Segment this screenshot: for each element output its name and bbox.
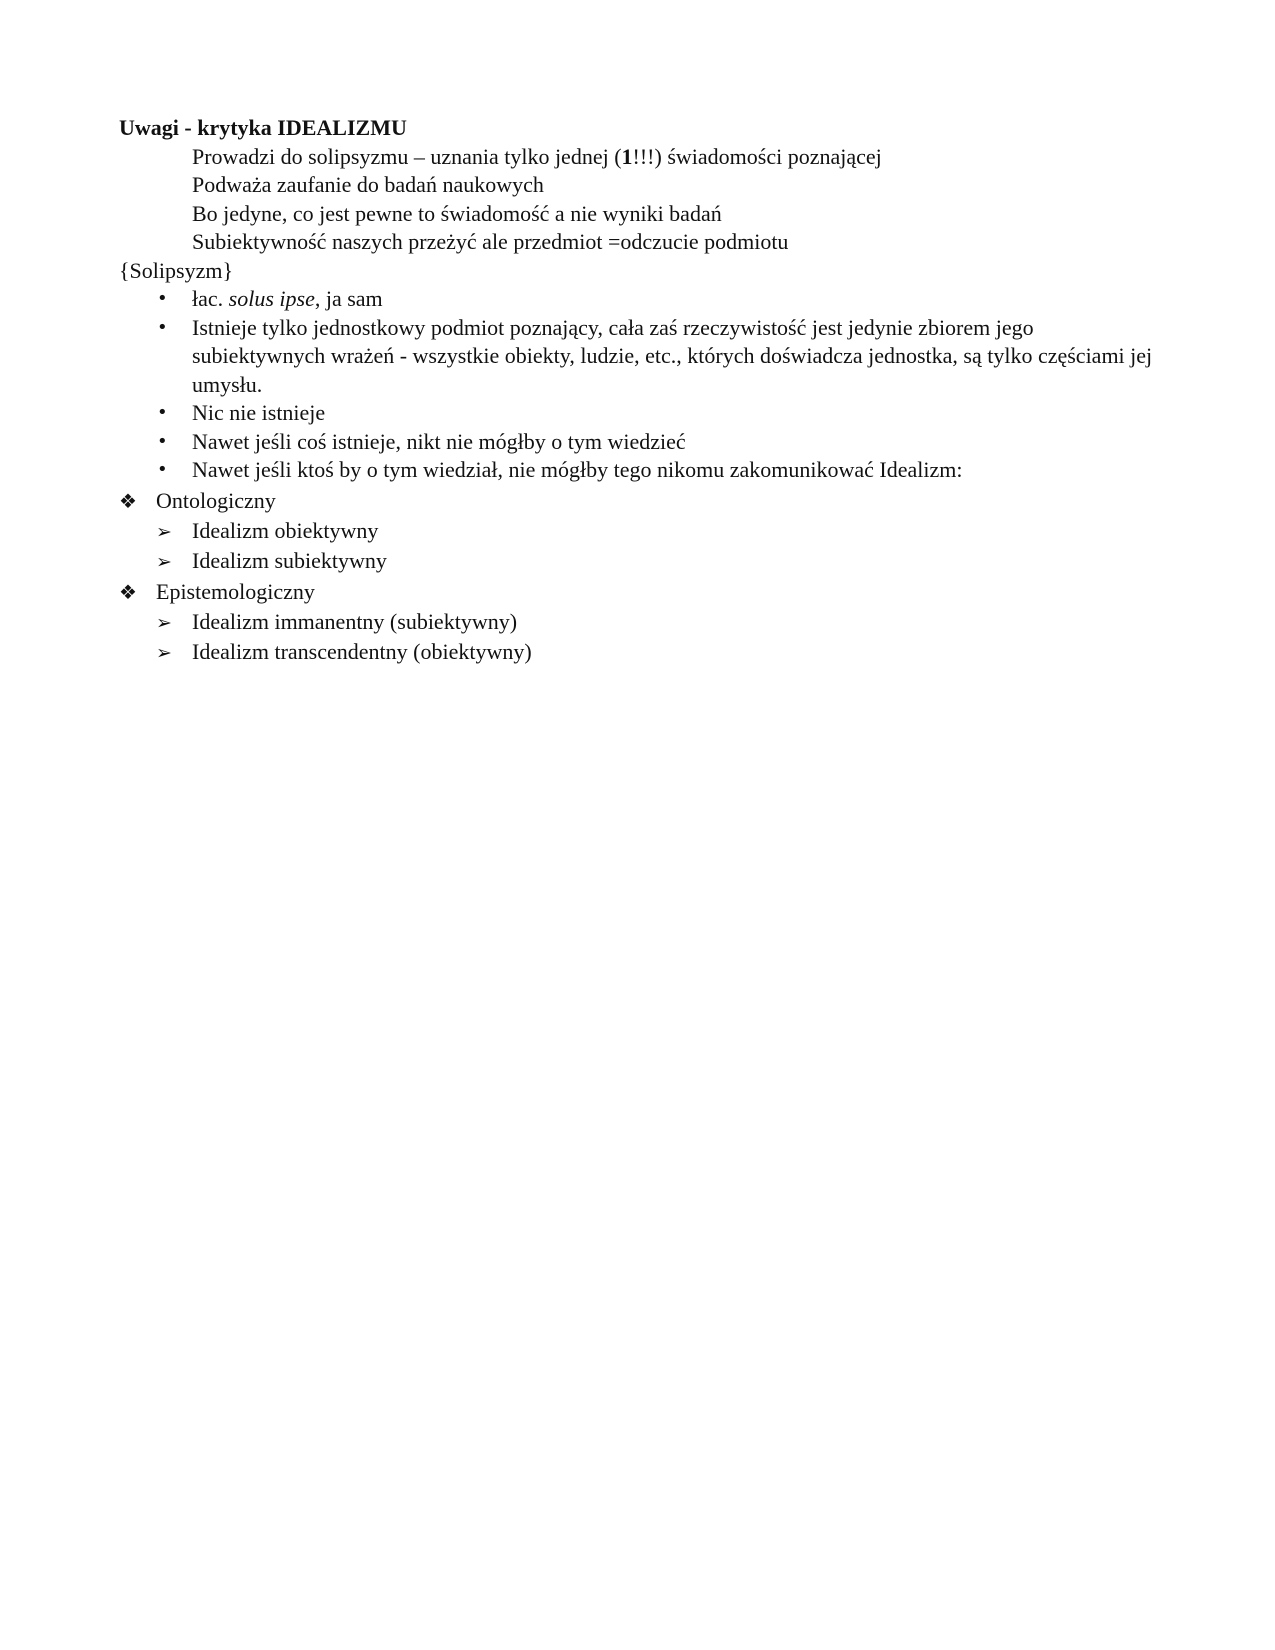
arrow-bullet-icon: ➢ [156, 611, 172, 634]
document-content [119, 114, 1159, 667]
idealism-subtype-list [119, 516, 1159, 576]
list-item [119, 314, 1159, 400]
solipsism-heading: {Solipsyzm} [119, 257, 234, 283]
idealism-type-label: Epistemologiczny [156, 578, 315, 604]
diamond-bullet-icon: ❖ [119, 488, 137, 513]
bullet-icon: • [157, 288, 168, 309]
critique-text: Prowadzi do solipsyzmu – uznania tylko jednej ( [192, 143, 622, 169]
solipsism-bullet-list [119, 285, 1159, 485]
bullet-text: Nawet jeśli coś istnieje, nikt nie mógłby o tym wiedzieć [192, 428, 686, 454]
list-item [119, 637, 1159, 667]
idealism-subtype-list [119, 607, 1159, 667]
idealism-subtype-label: Idealizm subiektywny [192, 547, 387, 573]
list-item [119, 577, 1159, 667]
critique-line [119, 143, 1159, 172]
arrow-bullet-icon: ➢ [156, 641, 172, 664]
idealism-subtype-label: Idealizm immanentny (subiektywny) [192, 608, 518, 634]
arrow-bullet-icon: ➢ [156, 550, 172, 573]
idealism-subtype-label: Idealizm transcendentny (obiektywny) [192, 638, 532, 664]
idealism-type-list [119, 486, 1159, 667]
critique-text: !!!) świadomości poznającej [632, 143, 882, 169]
bullet-text: łac. [192, 286, 229, 311]
bullet-text: Istnieje tylko jednostkowy podmiot poznający, cała zaś rzeczywistość jest jedynie zbiorem jego subiektywnych wrażeń - wszystkie obiekty, ludzie, etc., których doświadcza jednostka, są tylko częściami jej umysłu. [192, 314, 1153, 397]
critique-line: Subiektywność naszych przeżyć ale przedmiot =odczucie podmiotu [192, 229, 789, 254]
list-item [119, 428, 1159, 457]
bullet-text: , ja sam [314, 286, 383, 311]
critique-line: Bo jedyne, co jest pewne to świadomość a nie wyniki badań [192, 200, 722, 226]
bullet-icon: • [157, 459, 168, 480]
idealism-subtype-label: Idealizm obiektywny [192, 517, 379, 543]
diamond-bullet-icon: ❖ [119, 579, 137, 604]
bullet-text: Nic nie istnieje [192, 400, 326, 425]
document-title: Uwagi - krytyka IDEALIZMU [119, 115, 407, 140]
bullet-italic-text: solus ipse [228, 286, 315, 311]
list-item [119, 486, 1159, 576]
list-item [119, 285, 1159, 314]
bullet-icon: • [157, 430, 168, 452]
critique-line: Podważa zaufanie do badań naukowych [192, 172, 544, 197]
list-item [119, 456, 1159, 485]
bullet-icon: • [157, 316, 168, 338]
list-item [119, 399, 1159, 428]
list-item [119, 546, 1159, 576]
arrow-bullet-icon: ➢ [156, 520, 172, 543]
idealism-type-label: Ontologiczny [156, 487, 276, 513]
list-item [119, 607, 1159, 637]
bullet-text: Nawet jeśli ktoś by o tym wiedział, nie mógłby tego nikomu zakomunikować Idealizm: [192, 457, 963, 482]
critique-bold-number: 1 [621, 143, 633, 169]
bullet-icon: • [157, 402, 168, 423]
list-item [119, 516, 1159, 546]
